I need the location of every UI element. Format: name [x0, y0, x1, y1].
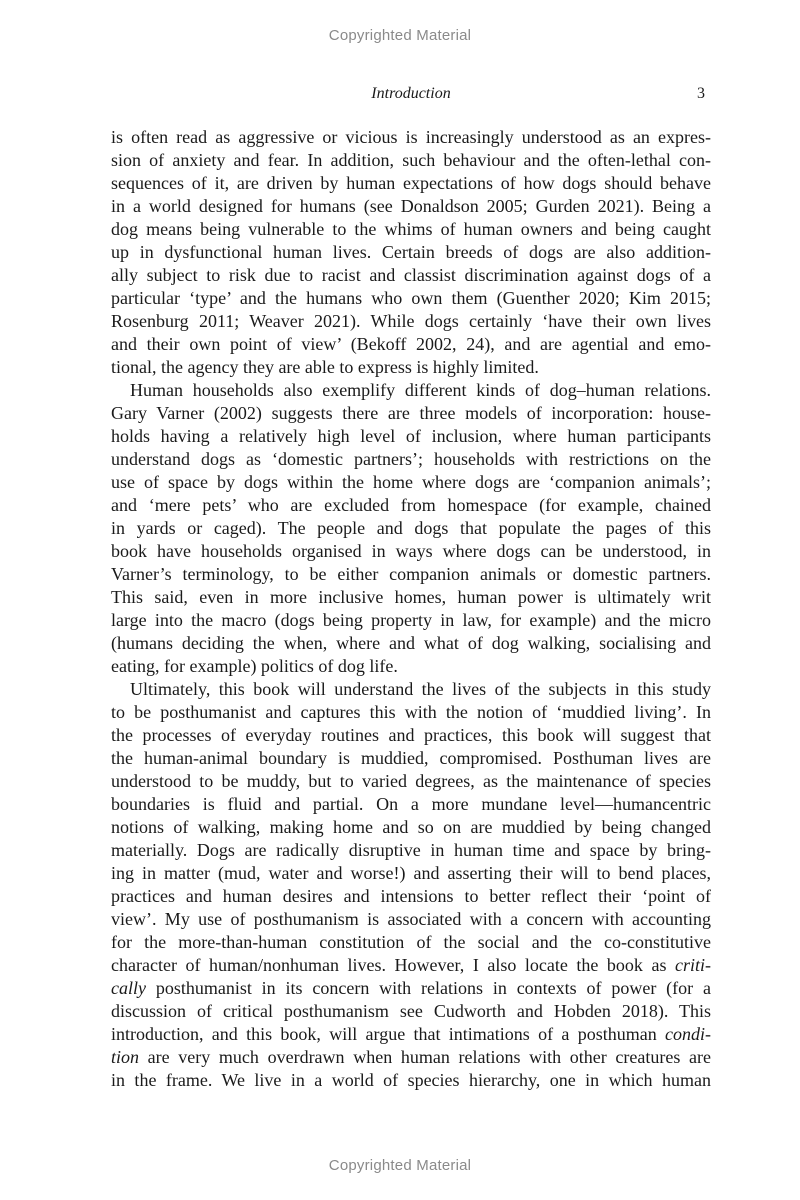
text-line: up in dysfunctional human lives. Certain breeds of dogs are also addition-: [111, 242, 711, 262]
text-line: eating, for example) politics of dog life.: [111, 656, 398, 676]
text-line: large into the macro (dogs being property in law, for example) and the micro: [111, 610, 711, 630]
paragraph-1: [111, 126, 711, 379]
text-line: Rosenburg 2011; Weaver 2021). While dogs certainly ‘have their own lives: [111, 311, 711, 331]
text-line: for the more-than-human constitution of the social and the co-constitutive: [111, 932, 711, 952]
text-line: ing in matter (mud, water and worse!) and asserting their will to bend places,: [111, 863, 711, 883]
text-line: boundaries is fluid and partial. On a more mundane level—humancentric: [111, 794, 711, 814]
text-line: book have households organised in ways where dogs can be understood, in: [111, 541, 711, 561]
paragraph-2: [111, 379, 711, 678]
text-line: in a world designed for humans (see Donaldson 2005; Gurden 2021). Being a: [111, 196, 711, 216]
text-line: the human-animal boundary is muddied, compromised. Posthuman lives are: [111, 748, 711, 768]
watermark-bottom: Copyrighted Material: [328, 1157, 472, 1174]
text-line: dog means being vulnerable to the whims of human owners and being caught: [111, 219, 711, 239]
text-line: Human households also exemplify different kinds of dog–human relations.: [130, 380, 711, 400]
text-line: view’. My use of posthumanism is associated with a concern with accounting: [111, 909, 711, 929]
watermark-top: Copyrighted Material: [328, 27, 472, 44]
text-segment: character of human/nonhuman lives. However, I also locate the book as: [111, 955, 675, 975]
text-line: [111, 1023, 711, 1046]
text-line: tional, the agency they are able to express is highly limited.: [111, 357, 539, 377]
text-line: is often read as aggressive or vicious is increasingly understood as an expres-: [111, 127, 711, 147]
text-line: Gary Varner (2002) suggests there are three models of incorporation: house-: [111, 403, 711, 423]
italic-text: criti-: [675, 955, 711, 975]
page-number: 3: [697, 85, 705, 102]
text-line: This said, even in more inclusive homes, human power is ultimately writ: [111, 587, 711, 607]
text-line: and ‘mere pets’ who are excluded from homespace (for example, chained: [111, 495, 711, 515]
text-segment: introduction, and this book, will argue that intimations of a posthuman: [111, 1024, 666, 1044]
italic-text: condi-: [665, 1024, 711, 1044]
italic-text: cally: [111, 978, 146, 998]
text-line: and their own point of view’ (Bekoff 2002, 24), and are agential and emo-: [111, 334, 711, 354]
text-line: [111, 1046, 711, 1069]
text-line: materially. Dogs are radically disruptive in human time and space by bring-: [111, 840, 711, 860]
text-line: practices and human desires and intensions to better reflect their ‘point of: [111, 886, 711, 906]
text-line: Ultimately, this book will understand the lives of the subjects in this study: [130, 679, 711, 699]
text-segment: posthumanist in its concern with relations in contexts of power (for a: [155, 978, 711, 998]
text-line: (humans deciding the when, where and what of dog walking, socialising and: [111, 633, 711, 653]
text-line: discussion of critical posthumanism see Cudworth and Hobden 2018). This: [111, 1001, 711, 1021]
italic-text: tion: [111, 1047, 140, 1067]
text-line: understood to be muddy, but to varied degrees, as the maintenance of species: [111, 771, 711, 791]
text-line: the processes of everyday routines and practices, this book will suggest that: [111, 725, 711, 745]
running-head: [111, 85, 711, 107]
text-line: in yards or caged). The people and dogs that populate the pages of this: [111, 518, 711, 538]
text-line: ally subject to risk due to racist and classist discrimination against dogs of a: [111, 265, 711, 285]
text-line: in the frame. We live in a world of species hierarchy, one in which human: [111, 1070, 711, 1090]
text-line: particular ‘type’ and the humans who own them (Guenther 2020; Kim 2015;: [111, 288, 711, 308]
body-text: [111, 126, 711, 1092]
text-line: notions of walking, making home and so on are muddied by being changed: [111, 817, 711, 837]
text-line: [111, 977, 711, 1000]
text-segment: are very much overdrawn when human relations with other creatures are: [139, 1047, 711, 1067]
text-line: holds having a relatively high level of inclusion, where human participants: [111, 426, 711, 446]
text-line: [111, 954, 711, 977]
text-line: use of space by dogs within the home where dogs are ‘companion animals’;: [111, 472, 711, 492]
text-line: sion of anxiety and fear. In addition, such behaviour and the often-lethal con-: [111, 150, 711, 170]
text-line: sequences of it, are driven by human expectations of how dogs should behave: [111, 173, 711, 193]
text-line: Varner’s terminology, to be either companion animals or domestic partners.: [111, 564, 711, 584]
paragraph-3: [111, 678, 711, 1092]
text-line: to be posthumanist and captures this with the notion of ‘muddied living’. In: [111, 702, 711, 722]
running-title: Introduction: [371, 85, 451, 102]
text-line: understand dogs as ‘domestic partners’; households with restrictions on the: [111, 449, 711, 469]
